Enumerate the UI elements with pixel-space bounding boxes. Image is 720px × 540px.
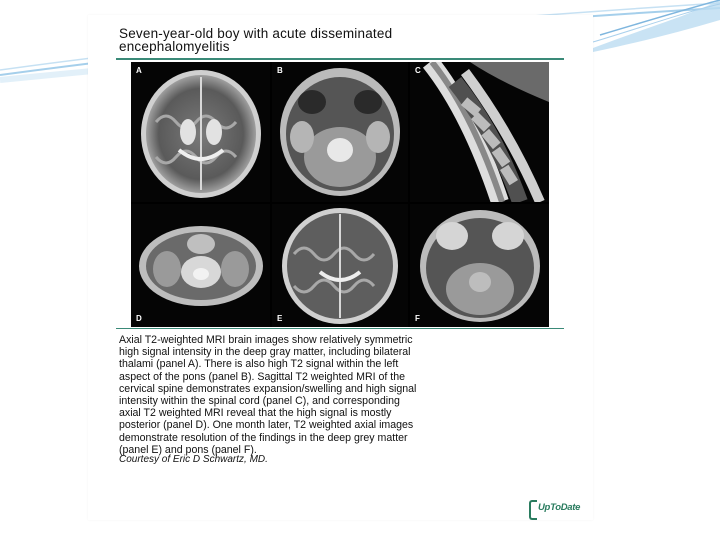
mri-panel-f (410, 204, 549, 327)
slide-title (119, 27, 539, 53)
title-rule (116, 58, 564, 60)
caption-rule (116, 328, 564, 329)
panel-label: E (277, 314, 283, 323)
caption-line: thalami (panel A). There is also high T2 signal within the left (119, 358, 399, 371)
mri-panel-a (131, 62, 270, 202)
uptodate-logo (529, 500, 593, 518)
panel-label: A (136, 66, 142, 75)
figure-caption (119, 334, 564, 456)
panel-label: D (136, 314, 142, 323)
axial-brain-image (272, 204, 408, 327)
caption-line: (panel E) and pons (panel F). (119, 443, 257, 456)
logo-bracket-icon (529, 500, 537, 520)
image-credit: Courtesy of Eric D Schwartz, MD. (119, 454, 268, 465)
caption-line: Axial T2-weighted MRI brain images show relatively symmetric (119, 334, 413, 346)
title-line: encephalomyelitis (119, 39, 230, 54)
caption-line: axial T2 weighted MRI reveal that the high signal is mostly (119, 407, 392, 420)
axial-brain-image (131, 62, 270, 202)
panel-label: C (415, 66, 421, 75)
logo-text: UpToDate (538, 502, 581, 513)
caption-line: high signal intensity in the deep gray matter, including bilateral (119, 346, 411, 359)
posterior-fossa-image (272, 62, 408, 202)
mri-panel-e (272, 204, 408, 327)
mri-panel-c (410, 62, 549, 202)
posterior-fossa-image (410, 204, 549, 327)
title-line: Seven-year-old boy with acute disseminated (119, 26, 393, 41)
mri-panel-b (272, 62, 408, 202)
axial-neck-image (131, 204, 270, 327)
panel-label: F (415, 314, 420, 323)
caption-line: aspect of the pons (panel B). Sagittal T2 weighted MRI of the (119, 370, 406, 383)
caption-line: intensity within the spinal cord (panel C), and corresponding (119, 395, 400, 408)
mri-panel-d (131, 204, 270, 327)
sagittal-spine-image (410, 62, 549, 202)
caption-line: cervical spine demonstrates expansion/swelling and high signal (119, 382, 417, 395)
panel-label: B (277, 66, 283, 75)
caption-line: posterior (panel D). One month later, T2 weighted axial images (119, 419, 414, 432)
mri-figure (131, 62, 549, 327)
caption-line: demonstrate resolution of the findings in the deep grey matter (119, 431, 408, 444)
